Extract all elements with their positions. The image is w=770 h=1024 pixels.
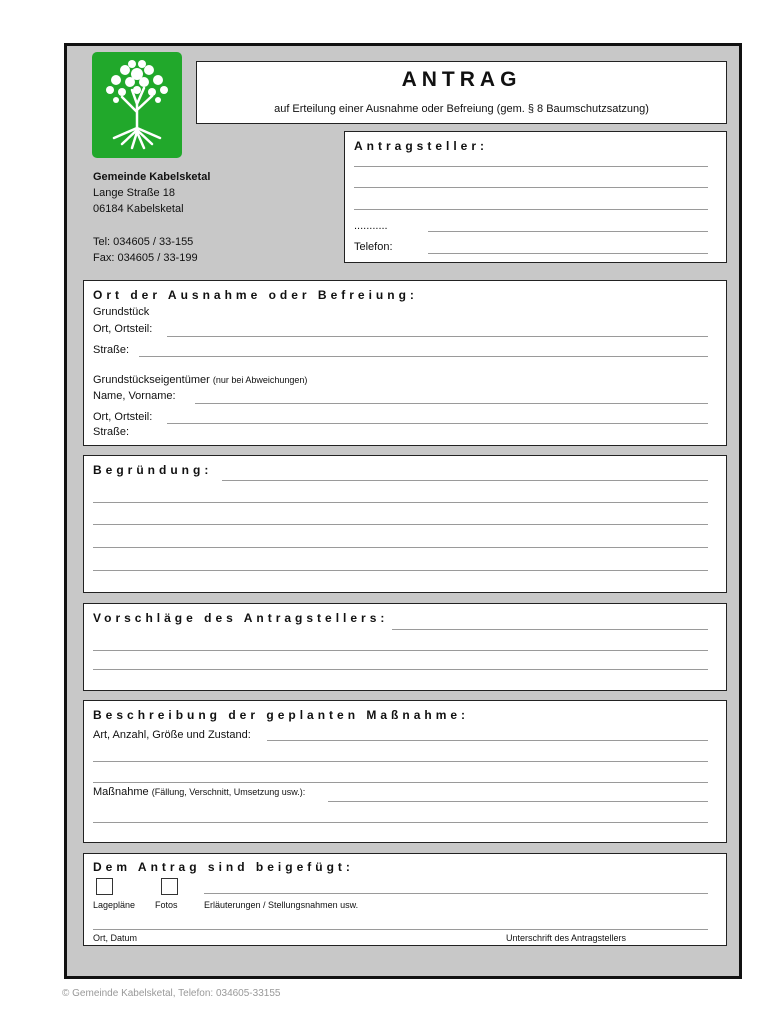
measure-label: [93, 786, 305, 798]
owner-label: [93, 374, 307, 386]
reason-line-4[interactable]: [93, 547, 708, 548]
phone-label: Telefon:: [354, 241, 393, 253]
org-street: Lange Straße 18: [93, 187, 175, 199]
measure-line-2[interactable]: [93, 782, 708, 783]
reason-line-3[interactable]: [93, 524, 708, 525]
copyright-footer: © Gemeinde Kabelsketal, Telefon: 034605-33155: [62, 988, 281, 999]
district-label: Ort, Ortsteil:: [93, 323, 153, 335]
street-field[interactable]: [139, 356, 708, 357]
applicant-heading: Antragsteller:: [354, 139, 489, 153]
district-field[interactable]: [167, 336, 708, 337]
applicant-dots: ...........: [354, 220, 388, 232]
measure-field[interactable]: [328, 801, 708, 802]
measure-label-text: Maßnahme: [93, 786, 149, 798]
applicant-line-2[interactable]: [354, 187, 708, 188]
owner-street-label: Straße:: [93, 426, 130, 438]
type-field[interactable]: [267, 740, 708, 741]
plans-label: Lagepläne: [93, 900, 136, 910]
reason-line-1[interactable]: [222, 480, 708, 481]
photos-checkbox[interactable]: [161, 878, 178, 895]
proposals-line-1[interactable]: [392, 629, 708, 630]
org-city: 06184 Kabelsketal: [93, 203, 184, 215]
attachments-heading: Dem Antrag sind beigefügt:: [93, 860, 354, 874]
page-subtitle: auf Erteilung einer Ausnahme oder Befreiung (gem. § 8 Baumschutzsatzung): [274, 103, 649, 115]
proposals-line-3[interactable]: [93, 669, 708, 670]
name-label: Name, Vorname:: [93, 390, 176, 402]
owner-label-text: Grundstückseigentümer: [93, 374, 210, 386]
reason-line-5[interactable]: [93, 570, 708, 571]
owner-note: (nur bei Abweichungen): [212, 375, 308, 385]
owner-name-field[interactable]: [195, 403, 708, 404]
org-name: Gemeinde Kabelsketal: [93, 171, 211, 183]
applicant-line-4[interactable]: [428, 231, 708, 232]
signature-label: Unterschrift des Antragstellers: [506, 933, 627, 943]
notes-label: Erläuterungen / Stellungsnahmen usw.: [204, 900, 359, 910]
notes-field[interactable]: [204, 893, 708, 894]
measure-note: (Fällung, Verschnitt, Umsetzung usw.):: [151, 787, 306, 797]
reason-line-2[interactable]: [93, 502, 708, 503]
signature-line[interactable]: [93, 929, 708, 930]
location-box: [83, 280, 727, 446]
measure-heading: Beschreibung der geplanten Maßnahme:: [93, 708, 470, 722]
plans-checkbox[interactable]: [96, 878, 113, 895]
type-label: Art, Anzahl, Größe und Zustand:: [93, 729, 251, 741]
page-title: ANTRAG: [401, 68, 522, 91]
measure-line-3[interactable]: [93, 822, 708, 823]
owner-district-label: Ort, Ortsteil:: [93, 411, 153, 423]
place-date-label: Ort, Datum: [93, 933, 138, 943]
tree-logo-icon: [92, 52, 182, 158]
photos-label: Fotos: [155, 900, 178, 910]
applicant-line-1[interactable]: [354, 166, 708, 167]
org-fax: Fax: 034605 / 33-199: [93, 252, 198, 264]
location-heading: Ort der Ausnahme oder Befreiung:: [93, 288, 418, 302]
owner-district-field[interactable]: [167, 423, 708, 424]
phone-field[interactable]: [428, 253, 708, 254]
parcel-label: Grundstück: [93, 306, 150, 318]
reason-heading: Begründung:: [93, 463, 213, 477]
org-tel: Tel: 034605 / 33-155: [93, 236, 194, 248]
proposals-line-2[interactable]: [93, 650, 708, 651]
proposals-heading: Vorschläge des Antragstellers:: [93, 611, 389, 625]
measure-line-1[interactable]: [93, 761, 708, 762]
applicant-line-3[interactable]: [354, 209, 708, 210]
street-label: Straße:: [93, 344, 130, 356]
